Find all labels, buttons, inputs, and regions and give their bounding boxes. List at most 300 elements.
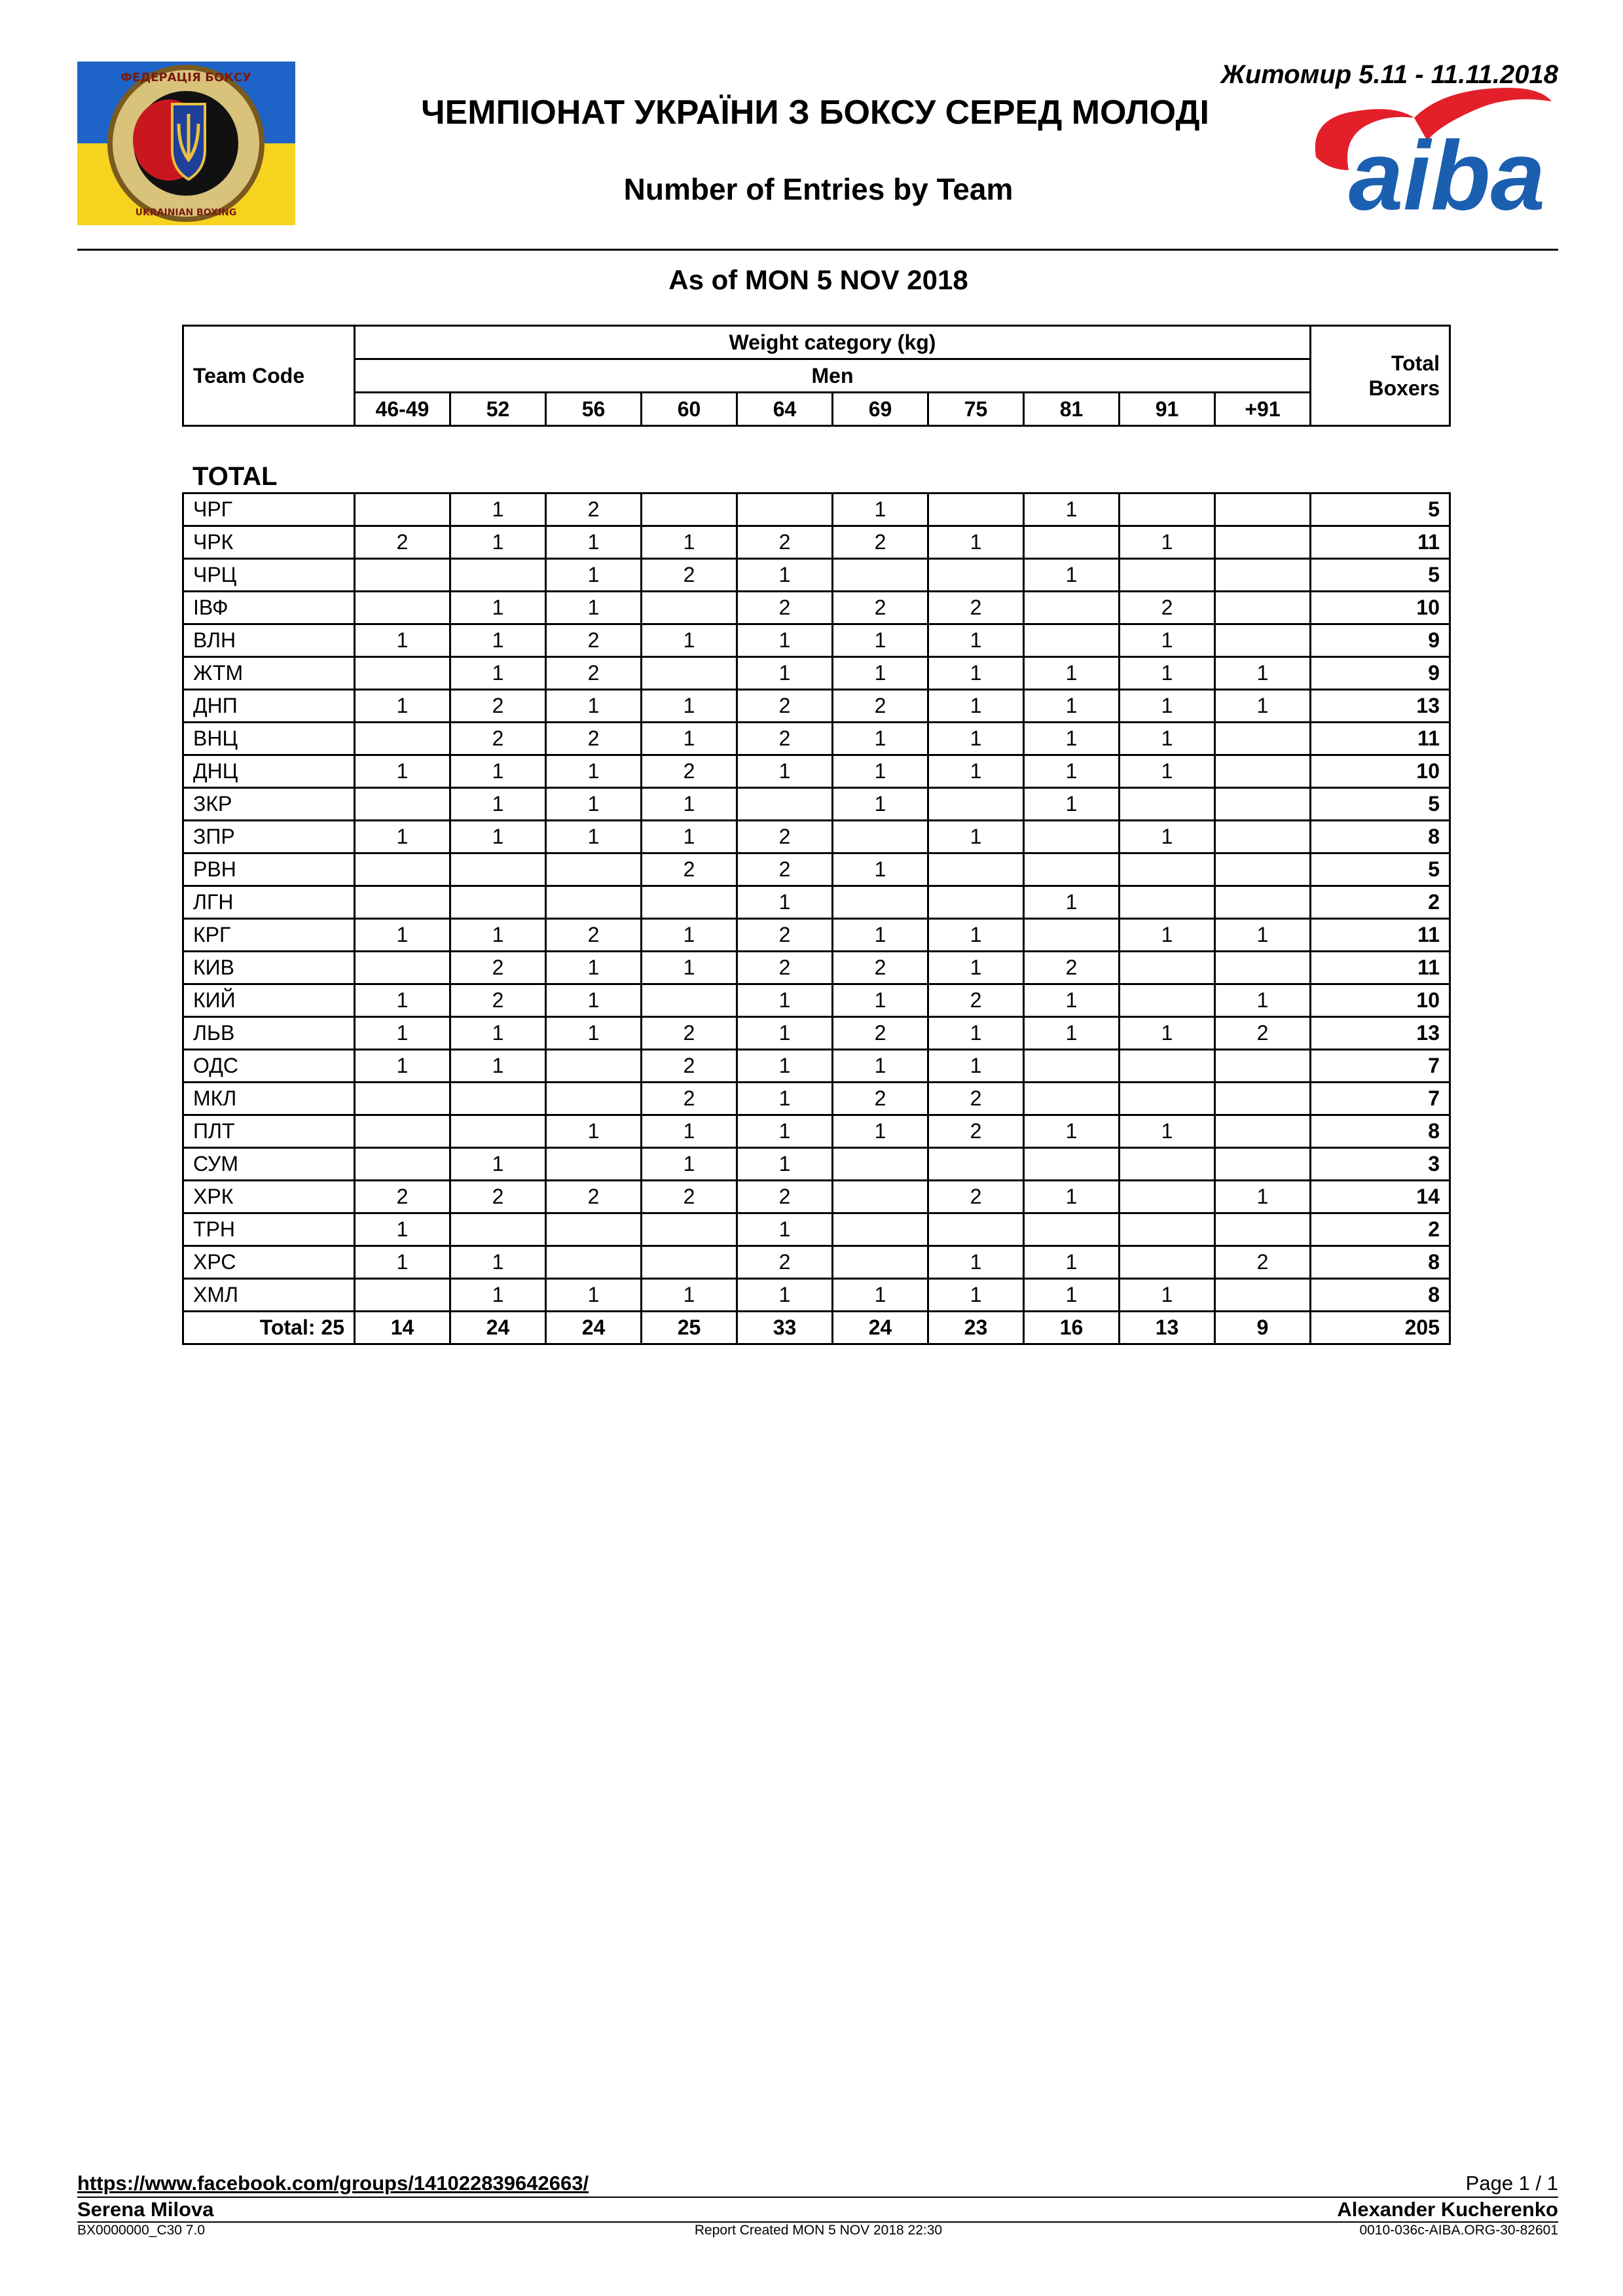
entry-count-cell [833, 886, 928, 919]
weight-header-cell: 46-49 [355, 393, 450, 426]
entry-count-cell: 1 [642, 624, 737, 657]
entry-count-cell: 1 [928, 1050, 1024, 1083]
entry-count-cell [1120, 1083, 1215, 1115]
team-code-cell: ХРС [183, 1246, 355, 1279]
entry-count-cell [450, 559, 546, 592]
entry-count-cell [928, 493, 1024, 526]
weight-header-cell: 64 [737, 393, 833, 426]
entry-count-cell: 1 [450, 657, 546, 690]
entry-count-cell [450, 1213, 546, 1246]
entry-count-cell: 2 [450, 723, 546, 755]
total-boxers-cell: 13 [1311, 690, 1450, 723]
team-code-cell: ЧРК [183, 526, 355, 559]
entry-count-cell: 1 [450, 493, 546, 526]
entry-count-cell [355, 657, 450, 690]
entry-count-cell: 24 [546, 1312, 642, 1344]
footer-url-link[interactable]: https://www.facebook.com/groups/141022839642663/ [77, 2172, 589, 2195]
total-boxers-cell: 13 [1311, 1017, 1450, 1050]
entry-count-cell: 1 [546, 952, 642, 984]
entry-count-cell: 1 [546, 1115, 642, 1148]
entry-count-cell: 1 [450, 624, 546, 657]
entry-count-cell: 2 [737, 952, 833, 984]
entry-count-cell [1120, 1148, 1215, 1181]
team-code-cell: ДНП [183, 690, 355, 723]
entry-count-cell: 1 [355, 984, 450, 1017]
entry-count-cell [546, 1213, 642, 1246]
entry-count-cell: 1 [642, 690, 737, 723]
table-row [183, 690, 1450, 723]
entry-count-cell: 2 [546, 493, 642, 526]
entry-count-cell [642, 592, 737, 624]
team-code-cell: КИВ [183, 952, 355, 984]
entry-count-cell: 1 [546, 690, 642, 723]
entry-count-cell [1215, 952, 1311, 984]
total-boxers-cell: 5 [1311, 853, 1450, 886]
entry-count-cell: 2 [737, 919, 833, 952]
entry-count-cell [1215, 1148, 1311, 1181]
entry-count-cell [1215, 1083, 1311, 1115]
total-boxers-header-line1: Total [1391, 351, 1440, 375]
entry-count-cell: 1 [450, 1246, 546, 1279]
entry-count-cell: 24 [450, 1312, 546, 1344]
entry-count-cell: 1 [355, 1213, 450, 1246]
entry-count-cell: 2 [928, 1083, 1024, 1115]
entry-count-cell: 2 [833, 690, 928, 723]
entry-count-cell: 1 [1024, 886, 1120, 919]
aiba-logo [1303, 72, 1558, 216]
total-boxers-cell: 10 [1311, 755, 1450, 788]
entry-count-cell: 23 [928, 1312, 1024, 1344]
entry-count-cell: 1 [833, 788, 928, 821]
entry-count-cell [1024, 1148, 1120, 1181]
entry-count-cell: 2 [642, 853, 737, 886]
entry-count-cell: 33 [737, 1312, 833, 1344]
entry-count-cell: 1 [928, 526, 1024, 559]
table-row [183, 1279, 1450, 1312]
entry-count-cell [1120, 886, 1215, 919]
event-title: ЧЕМПІОНАТ УКРАЇНИ З БОКСУ СЕРЕД МОЛОДІ [421, 94, 1209, 132]
entry-count-cell: 1 [928, 723, 1024, 755]
entry-count-cell: 2 [642, 1083, 737, 1115]
total-boxers-cell: 8 [1311, 1279, 1450, 1312]
entry-count-cell: 1 [546, 559, 642, 592]
entry-count-cell [1215, 1213, 1311, 1246]
entry-count-cell: 1 [928, 1017, 1024, 1050]
entry-count-cell: 1 [737, 1050, 833, 1083]
weight-header-cell: 52 [450, 393, 546, 426]
table-row [183, 559, 1450, 592]
entry-count-cell: 2 [450, 690, 546, 723]
team-code-cell: ВЛН [183, 624, 355, 657]
entry-count-cell: 2 [642, 1017, 737, 1050]
entry-count-cell: 1 [1024, 723, 1120, 755]
team-code-cell: ЗПР [183, 821, 355, 853]
entry-count-cell: 2 [737, 592, 833, 624]
entry-count-cell: 1 [1120, 526, 1215, 559]
entry-count-cell: 1 [1215, 984, 1311, 1017]
entry-count-cell [1215, 788, 1311, 821]
entry-count-cell: 1 [737, 624, 833, 657]
entry-count-cell: 1 [1120, 1017, 1215, 1050]
entry-count-cell [928, 853, 1024, 886]
entry-count-cell: 1 [928, 690, 1024, 723]
entry-count-cell: 2 [546, 624, 642, 657]
entry-count-cell [355, 788, 450, 821]
entry-count-cell: 1 [1215, 919, 1311, 952]
entry-count-cell [928, 788, 1024, 821]
entry-count-cell [833, 559, 928, 592]
entry-count-cell: 1 [450, 755, 546, 788]
team-code-cell: ВНЦ [183, 723, 355, 755]
entry-count-cell: 1 [1215, 690, 1311, 723]
entry-count-cell: 1 [450, 526, 546, 559]
team-code-cell: ЛГН [183, 886, 355, 919]
entry-count-cell: 1 [546, 592, 642, 624]
entry-count-cell: 1 [737, 1017, 833, 1050]
entry-count-cell: 1 [737, 657, 833, 690]
entry-count-cell: 1 [833, 755, 928, 788]
table-row [183, 1050, 1450, 1083]
entry-count-cell: 1 [833, 1115, 928, 1148]
entry-count-cell [450, 853, 546, 886]
entry-count-cell: 1 [546, 821, 642, 853]
entry-count-cell [546, 1148, 642, 1181]
total-boxers-cell: 11 [1311, 919, 1450, 952]
entry-count-cell: 1 [642, 919, 737, 952]
entry-count-cell: 9 [1215, 1312, 1311, 1344]
entry-count-cell: 1 [1024, 559, 1120, 592]
entry-count-cell: 2 [450, 1181, 546, 1213]
entry-count-cell: 25 [642, 1312, 737, 1344]
entry-count-cell: 2 [1024, 952, 1120, 984]
table-row [183, 1213, 1450, 1246]
entry-count-cell [1120, 1213, 1215, 1246]
team-code-cell: МКЛ [183, 1083, 355, 1115]
table-row [183, 723, 1450, 755]
entry-count-cell: 1 [928, 952, 1024, 984]
table-row [183, 592, 1450, 624]
total-label-cell: Total: 25 [183, 1312, 355, 1344]
entry-count-cell: 1 [1024, 1246, 1120, 1279]
entry-count-cell: 1 [1024, 788, 1120, 821]
report-created: Report Created MON 5 NOV 2018 22:30 [694, 2223, 943, 2238]
as-of-date: As of MON 5 NOV 2018 [668, 264, 968, 295]
entry-count-cell [1120, 1050, 1215, 1083]
entry-count-cell [833, 1246, 928, 1279]
team-code-header: Team Code [183, 326, 355, 426]
total-boxers-header-line2: Boxers [1368, 376, 1440, 400]
entry-count-cell [450, 886, 546, 919]
entry-count-cell: 1 [355, 919, 450, 952]
footer-left-name: Serena Milova [77, 2198, 214, 2221]
entry-count-cell: 2 [928, 592, 1024, 624]
entry-count-cell: 1 [928, 919, 1024, 952]
entry-count-cell: 2 [928, 1115, 1024, 1148]
entry-count-cell: 1 [642, 1115, 737, 1148]
entry-count-cell: 1 [737, 1148, 833, 1181]
entry-count-cell: 1 [1120, 1115, 1215, 1148]
entry-count-cell [546, 853, 642, 886]
entry-count-cell: 1 [1120, 755, 1215, 788]
entry-count-cell [355, 853, 450, 886]
table-row [183, 526, 1450, 559]
entry-count-cell: 2 [928, 1181, 1024, 1213]
entry-count-cell [833, 1148, 928, 1181]
entry-count-cell: 14 [355, 1312, 450, 1344]
svg-text:aiba: aiba [1348, 120, 1546, 216]
entry-count-cell: 1 [355, 690, 450, 723]
table-row [183, 755, 1450, 788]
entry-count-cell [833, 1213, 928, 1246]
entry-count-cell [1215, 1279, 1311, 1312]
entry-count-cell: 1 [450, 788, 546, 821]
entry-count-cell: 1 [1120, 723, 1215, 755]
entry-count-cell [642, 1213, 737, 1246]
entry-count-cell [1215, 723, 1311, 755]
weight-header-cell: 56 [546, 393, 642, 426]
entry-count-cell: 1 [1024, 1017, 1120, 1050]
entry-count-cell [928, 886, 1024, 919]
entry-count-cell [1120, 853, 1215, 886]
team-code-cell: СУМ [183, 1148, 355, 1181]
weight-header-cell: +91 [1215, 393, 1311, 426]
total-boxers-cell: 10 [1311, 592, 1450, 624]
entry-count-cell: 1 [450, 919, 546, 952]
entry-count-cell: 1 [928, 624, 1024, 657]
team-code-cell: ЧРЦ [183, 559, 355, 592]
entry-count-cell: 1 [642, 723, 737, 755]
team-code-cell: ЧРГ [183, 493, 355, 526]
entry-count-cell: 1 [546, 1279, 642, 1312]
entry-count-cell [1215, 1050, 1311, 1083]
entry-count-cell: 2 [737, 853, 833, 886]
total-boxers-cell: 9 [1311, 624, 1450, 657]
weight-header-cell: 91 [1120, 393, 1215, 426]
entry-count-cell: 2 [642, 1181, 737, 1213]
entry-count-cell [1024, 1083, 1120, 1115]
entry-count-cell: 2 [546, 657, 642, 690]
entry-count-cell: 1 [833, 853, 928, 886]
team-code-cell: КРГ [183, 919, 355, 952]
entry-count-cell: 2 [642, 1050, 737, 1083]
entry-count-cell: 13 [1120, 1312, 1215, 1344]
entry-count-cell [546, 1050, 642, 1083]
entries-table [182, 492, 1451, 1345]
entry-count-cell: 2 [546, 723, 642, 755]
entry-count-cell [833, 1181, 928, 1213]
section-label: TOTAL [192, 462, 278, 491]
entry-count-cell: 1 [642, 952, 737, 984]
entry-count-cell: 1 [355, 1050, 450, 1083]
table-row [183, 886, 1450, 919]
entry-count-cell: 1 [1120, 624, 1215, 657]
entry-count-cell: 1 [642, 526, 737, 559]
team-code-cell: ОДС [183, 1050, 355, 1083]
total-boxers-cell: 205 [1311, 1312, 1450, 1344]
weight-header-cell: 75 [928, 393, 1024, 426]
entry-count-cell: 1 [355, 821, 450, 853]
entry-count-cell: 2 [737, 526, 833, 559]
ukrainian-boxing-federation-logo [77, 62, 295, 225]
entry-count-cell: 2 [833, 1083, 928, 1115]
entry-count-cell [642, 657, 737, 690]
entry-count-cell: 1 [928, 821, 1024, 853]
entry-count-cell: 1 [928, 657, 1024, 690]
report-title: Number of Entries by Team [623, 172, 1013, 206]
entry-count-cell: 2 [450, 952, 546, 984]
entry-count-cell [355, 1115, 450, 1148]
entry-count-cell [1024, 1050, 1120, 1083]
total-boxers-cell: 11 [1311, 526, 1450, 559]
entry-count-cell: 2 [833, 1017, 928, 1050]
entry-count-cell: 1 [1024, 1279, 1120, 1312]
entry-count-cell [1215, 624, 1311, 657]
total-boxers-cell: 7 [1311, 1083, 1450, 1115]
entry-count-cell [355, 952, 450, 984]
entry-count-cell: 1 [546, 755, 642, 788]
entry-count-cell: 1 [737, 755, 833, 788]
entry-count-cell [1215, 821, 1311, 853]
column-header-table [182, 325, 1451, 427]
entry-count-cell: 1 [833, 984, 928, 1017]
entry-count-cell [642, 1246, 737, 1279]
entry-count-cell: 16 [1024, 1312, 1120, 1344]
entry-count-cell: 2 [1120, 592, 1215, 624]
entry-count-cell [642, 984, 737, 1017]
entry-count-cell: 1 [833, 624, 928, 657]
entry-count-cell: 1 [833, 493, 928, 526]
entry-count-cell [355, 1279, 450, 1312]
total-boxers-header [1311, 326, 1450, 426]
table-row [183, 952, 1450, 984]
weight-header-cell: 81 [1024, 393, 1120, 426]
report-code: BX0000000_C30 7.0 [77, 2223, 205, 2238]
entry-count-cell: 1 [450, 1279, 546, 1312]
table-row [183, 1246, 1450, 1279]
entry-count-cell: 1 [928, 755, 1024, 788]
total-boxers-cell: 5 [1311, 493, 1450, 526]
entry-count-cell [737, 493, 833, 526]
entry-count-cell: 1 [355, 755, 450, 788]
entry-count-cell: 1 [546, 1017, 642, 1050]
entry-count-cell: 1 [833, 1050, 928, 1083]
entry-count-cell: 1 [737, 1279, 833, 1312]
entry-count-cell [1024, 1213, 1120, 1246]
entry-count-cell [1120, 559, 1215, 592]
team-code-cell: ХРК [183, 1181, 355, 1213]
weight-header-cell: 60 [642, 393, 737, 426]
entry-count-cell: 1 [1024, 1115, 1120, 1148]
entry-count-cell [355, 723, 450, 755]
entry-count-cell: 1 [642, 1279, 737, 1312]
entry-count-cell [1215, 592, 1311, 624]
entry-count-cell [546, 886, 642, 919]
footer-right-name: Alexander Kucherenko [1337, 2198, 1558, 2221]
entry-count-cell: 1 [1215, 657, 1311, 690]
entry-count-cell: 2 [833, 592, 928, 624]
entry-count-cell: 2 [642, 559, 737, 592]
table-row [183, 919, 1450, 952]
weight-category-header: Weight category (kg) [355, 326, 1311, 359]
entry-count-cell: 2 [737, 821, 833, 853]
entry-count-cell: 2 [642, 755, 737, 788]
entry-count-cell [928, 1148, 1024, 1181]
entry-count-cell: 2 [355, 526, 450, 559]
total-boxers-cell: 14 [1311, 1181, 1450, 1213]
entry-count-cell: 1 [450, 1148, 546, 1181]
team-code-cell: ТРН [183, 1213, 355, 1246]
table-row [183, 1148, 1450, 1181]
entry-count-cell: 2 [1215, 1246, 1311, 1279]
entry-count-cell: 24 [833, 1312, 928, 1344]
table-row [183, 984, 1450, 1017]
entry-count-cell [355, 1083, 450, 1115]
entry-count-cell: 2 [1215, 1017, 1311, 1050]
header-divider [77, 249, 1558, 251]
entry-count-cell: 1 [737, 1115, 833, 1148]
entry-count-cell [1215, 559, 1311, 592]
team-code-cell: КИЙ [183, 984, 355, 1017]
entry-count-cell: 1 [1024, 657, 1120, 690]
entry-count-cell [928, 1213, 1024, 1246]
entry-count-cell: 1 [737, 1083, 833, 1115]
team-code-cell: ІВФ [183, 592, 355, 624]
entry-count-cell: 1 [642, 821, 737, 853]
entry-count-cell [1024, 624, 1120, 657]
total-boxers-cell: 5 [1311, 788, 1450, 821]
entry-count-cell: 2 [737, 690, 833, 723]
total-row [183, 1312, 1450, 1344]
document-code: 0010-036c-AIBA.ORG-30-82601 [1359, 2223, 1558, 2238]
total-boxers-cell: 7 [1311, 1050, 1450, 1083]
entry-count-cell [355, 559, 450, 592]
entry-count-cell [1024, 853, 1120, 886]
entry-count-cell: 1 [1120, 657, 1215, 690]
entry-count-cell: 1 [450, 821, 546, 853]
entry-count-cell: 1 [833, 657, 928, 690]
entry-count-cell: 2 [833, 952, 928, 984]
entry-count-cell [450, 1083, 546, 1115]
entry-count-cell: 2 [355, 1181, 450, 1213]
total-boxers-cell: 8 [1311, 1246, 1450, 1279]
entry-count-cell: 2 [928, 984, 1024, 1017]
weight-header-cell: 69 [833, 393, 928, 426]
entry-count-cell: 1 [355, 1246, 450, 1279]
page-number: Page 1 / 1 [1465, 2172, 1558, 2195]
entry-count-cell: 1 [1215, 1181, 1311, 1213]
total-boxers-cell: 11 [1311, 723, 1450, 755]
entry-count-cell: 2 [450, 984, 546, 1017]
entry-count-cell: 1 [1024, 755, 1120, 788]
entry-count-cell: 1 [355, 624, 450, 657]
team-code-cell: ПЛТ [183, 1115, 355, 1148]
table-row [183, 788, 1450, 821]
table-row [183, 1017, 1450, 1050]
entry-count-cell [1215, 755, 1311, 788]
entry-count-cell [642, 886, 737, 919]
entry-count-cell: 2 [737, 1181, 833, 1213]
table-row [183, 1083, 1450, 1115]
entry-count-cell [546, 1246, 642, 1279]
total-boxers-cell: 11 [1311, 952, 1450, 984]
entry-count-cell: 1 [546, 984, 642, 1017]
entry-count-cell [1215, 493, 1311, 526]
total-boxers-cell: 10 [1311, 984, 1450, 1017]
team-code-cell: ХМЛ [183, 1279, 355, 1312]
entry-count-cell: 1 [833, 1279, 928, 1312]
svg-text:UKRAINIAN BOXING: UKRAINIAN BOXING [135, 207, 237, 218]
entry-count-cell [355, 1148, 450, 1181]
